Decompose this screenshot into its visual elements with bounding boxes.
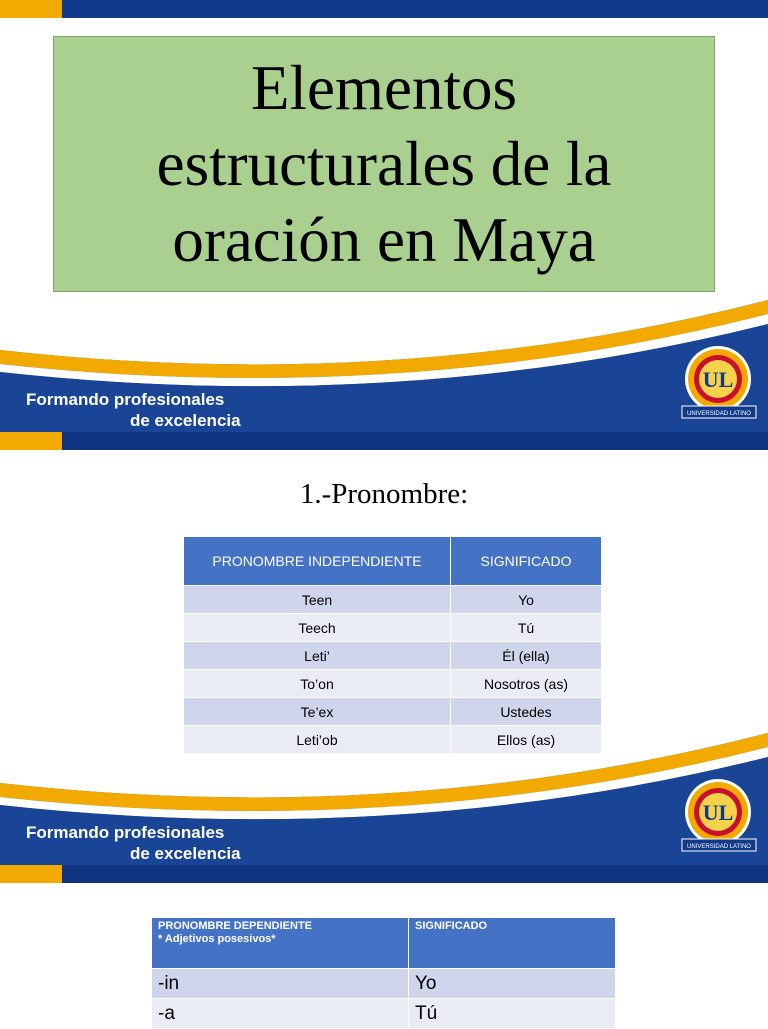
pronoun-cell: To’on [184, 670, 451, 698]
university-logo [680, 344, 760, 424]
meaning-cell: Nosotros (as) [451, 670, 602, 698]
pronoun-cell: Teech [184, 614, 451, 642]
pronoun-cell: Te’ex [184, 698, 451, 726]
logo-ribbon: UNIVERSIDAD LATINO [687, 411, 751, 417]
column-header-pronombre-dependiente [152, 918, 409, 969]
section-heading-pronombre: 1.-Pronombre: [299, 478, 469, 510]
meaning-cell: Yo [451, 586, 602, 614]
logo-ribbon: UNIVERSIDAD LATINO [687, 844, 751, 850]
meaning-cell: Él (ella) [451, 642, 602, 670]
meaning-cell: Yo [409, 969, 616, 999]
pronoun-cell: Teen [184, 586, 451, 614]
banner-motto [26, 822, 241, 864]
table-row [152, 999, 616, 1029]
university-banner-1 [0, 300, 768, 450]
column-header-pronombre: PRONOMBRE INDEPENDIENTE [184, 537, 451, 586]
logo-initials: UL [702, 367, 734, 392]
column-header-significado: SIGNIFICADO [409, 918, 616, 969]
motto-line-1: Formando profesionales [26, 823, 225, 842]
slide-title: Elementos estructurales de la oración en Maya [156, 53, 612, 275]
motto-line-1: Formando profesionales [26, 390, 225, 409]
title-box [53, 36, 715, 292]
table-row [152, 969, 616, 999]
pronoun-cell: Leti’ [184, 642, 451, 670]
university-logo [680, 777, 760, 857]
suffix-cell: -a [152, 999, 409, 1029]
motto-line-2: de excelencia [130, 411, 241, 430]
header-line-2: * Adjetivos posesivos* [158, 933, 276, 945]
banner-motto [26, 389, 241, 431]
top-gold-accent [0, 0, 62, 18]
header-line-1: PRONOMBRE DEPENDIENTE [158, 920, 313, 932]
motto-line-2: de excelencia [130, 844, 241, 863]
university-banner-2 [0, 733, 768, 883]
column-header-significado: SIGNIFICADO [451, 537, 602, 586]
table-row [184, 642, 602, 670]
table-row [184, 586, 602, 614]
dependent-pronoun-table [151, 917, 616, 1029]
independent-pronoun-table [183, 536, 602, 754]
meaning-cell: Ellos (as) [451, 726, 602, 754]
top-banner-strip [0, 0, 768, 18]
meaning-cell: Tú [409, 999, 616, 1029]
meaning-cell: Ustedes [451, 698, 602, 726]
meaning-cell: Tú [451, 614, 602, 642]
table-row [184, 614, 602, 642]
suffix-cell: -in [152, 969, 409, 999]
table-row [184, 670, 602, 698]
pronoun-cell: Leti’ob [184, 726, 451, 754]
table-row [184, 698, 602, 726]
logo-initials: UL [702, 800, 734, 825]
